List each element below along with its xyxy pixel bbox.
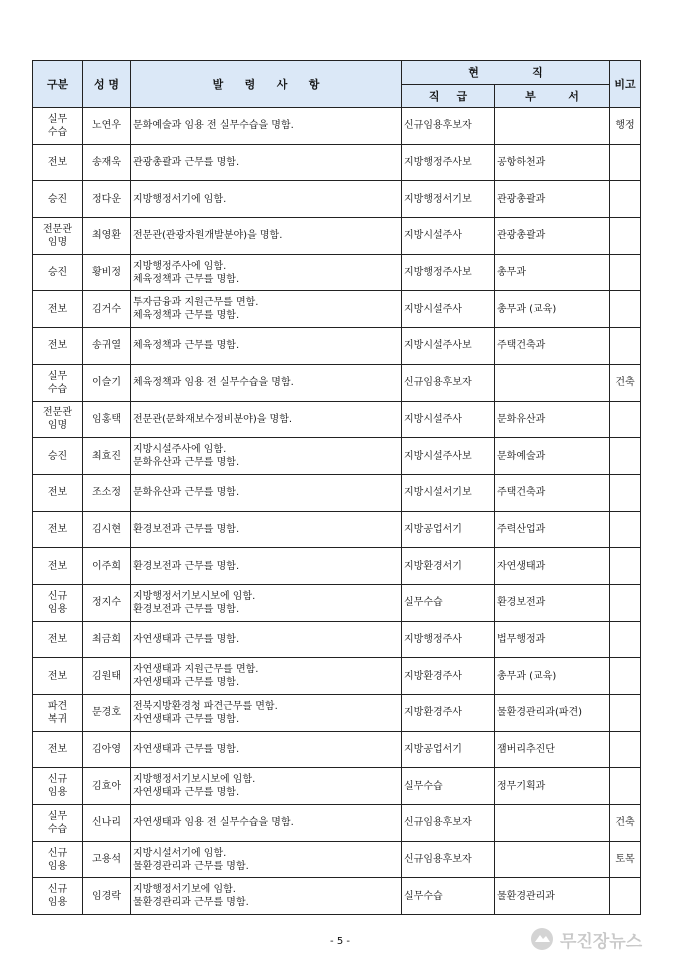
cell-name: 송재욱: [83, 144, 131, 181]
cell-type: [33, 621, 83, 658]
cell-dept: 자연생태과: [495, 548, 610, 585]
table-row: [33, 621, 641, 658]
cell-dept: 문화예술과: [495, 438, 610, 475]
cell-order-line: 지방행정서기보에 임함.: [133, 884, 236, 896]
cell-type-line: 승진: [47, 450, 68, 462]
cell-order-line: 관광총괄과 근무를 명함.: [133, 157, 240, 169]
cell-note: [610, 438, 641, 475]
table-row: [33, 584, 641, 621]
cell-rank: 지방시설주사보: [402, 328, 495, 365]
cell-dept: [495, 841, 610, 878]
cell-order-line: 자연생태과 근무를 명함.: [133, 713, 240, 725]
table-row: [33, 878, 641, 915]
cell-order: [131, 474, 402, 511]
cell-type: [33, 584, 83, 621]
cell-rank: 지방시설주사보: [402, 438, 495, 475]
watermark: [528, 922, 674, 956]
cell-name: 임홍택: [83, 401, 131, 438]
cell-type: [33, 805, 83, 842]
watermark-text: 무진장뉴스: [560, 931, 643, 952]
cell-type-line: 임명: [47, 420, 68, 432]
cell-order-line: 환경보전과 근무를 명함.: [133, 523, 240, 535]
cell-rank: 신규임용후보자: [402, 805, 495, 842]
cell-type: [33, 474, 83, 511]
cell-order: [131, 328, 402, 365]
cell-note: [610, 328, 641, 365]
cell-order: [131, 768, 402, 805]
cell-dept: 물환경관리과: [495, 878, 610, 915]
cell-dept: 관광총괄과: [495, 218, 610, 255]
cell-dept: [495, 364, 610, 401]
cell-order: [131, 841, 402, 878]
cell-type-line: 임용: [47, 787, 68, 799]
cell-rank: 지방행정서기보: [402, 181, 495, 218]
cell-note: [610, 254, 641, 291]
cell-order-line: 자연생태과 근무를 명함.: [133, 633, 240, 645]
cell-order: [131, 658, 402, 695]
news-logo-icon: [528, 927, 556, 951]
cell-type: [33, 328, 83, 365]
cell-dept: 잼버리추진단: [495, 731, 610, 768]
header-dept: 부 서: [495, 85, 610, 108]
cell-order: [131, 621, 402, 658]
cell-dept: 총무과 (교육): [495, 291, 610, 328]
cell-rank: 지방시설주사: [402, 218, 495, 255]
table-row: [33, 364, 641, 401]
cell-rank: 신규임용후보자: [402, 364, 495, 401]
cell-name: 정다운: [83, 181, 131, 218]
cell-order: [131, 364, 402, 401]
cell-dept: 총무과: [495, 254, 610, 291]
cell-dept: 문화유산과: [495, 401, 610, 438]
cell-order: [131, 584, 402, 621]
cell-name: 노연우: [83, 108, 131, 145]
cell-type: [33, 364, 83, 401]
table-row: [33, 438, 641, 475]
cell-rank: 지방행정주사보: [402, 144, 495, 181]
cell-rank: 지방환경서기: [402, 548, 495, 585]
cell-rank: 지방공업서기: [402, 511, 495, 548]
cell-type-line: 임용: [47, 897, 68, 909]
cell-order-line: 지방시설주사에 임함.: [133, 444, 227, 456]
cell-dept: 관광총괄과: [495, 181, 610, 218]
cell-type-line: 승진: [47, 193, 68, 205]
cell-note: [610, 878, 641, 915]
cell-order-line: 자연생태과 근무를 명함.: [133, 744, 240, 756]
cell-type-line: 수습: [47, 126, 68, 138]
cell-name: 이슬기: [83, 364, 131, 401]
cell-type-line: 전보: [47, 303, 68, 315]
cell-order-line: 자연생태과 근무를 명함.: [133, 677, 240, 689]
cell-name: 김거수: [83, 291, 131, 328]
cell-type: [33, 401, 83, 438]
cell-type-line: 전문관: [43, 223, 72, 235]
cell-type-line: 신규: [47, 590, 68, 602]
cell-note: [610, 584, 641, 621]
cell-type-line: 파견: [47, 700, 68, 712]
cell-order: [131, 805, 402, 842]
table-row: [33, 658, 641, 695]
cell-order-line: 지방행정서기에 임함.: [133, 193, 227, 205]
cell-note: [610, 695, 641, 732]
cell-type-line: 전보: [47, 523, 68, 535]
cell-order-line: 물환경관리과 근무를 명함.: [133, 860, 249, 872]
cell-rank: 신규임용후보자: [402, 841, 495, 878]
cell-order-line: 환경보전과 근무를 명함.: [133, 603, 240, 615]
cell-type-line: 수습: [47, 383, 68, 395]
cell-order: [131, 878, 402, 915]
cell-type-line: 전보: [47, 633, 68, 645]
cell-order-line: 문화유산과 근무를 명함.: [133, 487, 240, 499]
cell-type-line: 임명: [47, 236, 68, 248]
cell-type-line: 임용: [47, 603, 68, 615]
cell-type: [33, 181, 83, 218]
cell-type-line: 임용: [47, 860, 68, 872]
cell-note: [610, 474, 641, 511]
table-row: [33, 328, 641, 365]
page-number: - 5 -: [330, 936, 350, 947]
cell-order-line: 지방행정주사에 임함.: [133, 260, 227, 272]
table-row: [33, 144, 641, 181]
cell-note: [610, 291, 641, 328]
cell-dept: 총무과 (교육): [495, 658, 610, 695]
cell-rank: 지방시설주사: [402, 401, 495, 438]
cell-dept: 공항하천과: [495, 144, 610, 181]
cell-name: 송귀열: [83, 328, 131, 365]
cell-type-line: 실무: [47, 370, 68, 382]
cell-order-line: 전북지방환경청 파견근무를 면함.: [133, 700, 278, 712]
cell-order: [131, 401, 402, 438]
cell-type-line: 전보: [47, 157, 68, 169]
cell-type: [33, 511, 83, 548]
table-row: [33, 805, 641, 842]
cell-note: [610, 658, 641, 695]
cell-dept: 정무기획과: [495, 768, 610, 805]
header-order: 발 령 사 항: [131, 61, 402, 108]
cell-type: [33, 658, 83, 695]
cell-type-line: 신규: [47, 884, 68, 896]
cell-type: [33, 108, 83, 145]
cell-rank: 지방환경주사: [402, 695, 495, 732]
cell-name: 황비정: [83, 254, 131, 291]
cell-name: 이주희: [83, 548, 131, 585]
cell-type: [33, 144, 83, 181]
cell-dept: [495, 805, 610, 842]
cell-type: [33, 878, 83, 915]
cell-order-line: 지방행정서기보시보에 임함.: [133, 590, 256, 602]
cell-name: 신나리: [83, 805, 131, 842]
cell-type-line: 전보: [47, 560, 68, 572]
table-body: [33, 108, 641, 915]
cell-type-line: 승진: [47, 267, 68, 279]
cell-rank: 지방행정주사: [402, 621, 495, 658]
cell-note: 건축: [610, 805, 641, 842]
cell-order-line: 문화예술과 임용 전 실무수습을 명함.: [133, 120, 294, 132]
cell-note: [610, 144, 641, 181]
cell-dept: 주택건축과: [495, 474, 610, 511]
cell-name: 고용석: [83, 841, 131, 878]
cell-dept: [495, 108, 610, 145]
cell-rank: 지방환경주사: [402, 658, 495, 695]
cell-name: 김시현: [83, 511, 131, 548]
cell-name: 최금희: [83, 621, 131, 658]
cell-type: [33, 218, 83, 255]
cell-type: [33, 438, 83, 475]
cell-type-line: 신규: [47, 774, 68, 786]
table-row: [33, 731, 641, 768]
cell-note: [610, 511, 641, 548]
cell-rank: 실무수습: [402, 584, 495, 621]
cell-note: [610, 621, 641, 658]
cell-rank: 실무수습: [402, 768, 495, 805]
cell-rank: 지방시설서기보: [402, 474, 495, 511]
cell-order: [131, 438, 402, 475]
cell-order-line: 체육정책과 임용 전 실무수습을 명함.: [133, 377, 294, 389]
cell-name: 김원태: [83, 658, 131, 695]
cell-note: 행정: [610, 108, 641, 145]
table-row: [33, 218, 641, 255]
table-row: [33, 548, 641, 585]
table-row: [33, 474, 641, 511]
header-current-position: 현 직: [402, 61, 610, 85]
cell-name: 정지수: [83, 584, 131, 621]
table-row: [33, 768, 641, 805]
cell-name: 문경호: [83, 695, 131, 732]
cell-dept: 환경보전과: [495, 584, 610, 621]
cell-note: [610, 181, 641, 218]
cell-type: [33, 548, 83, 585]
cell-order: [131, 181, 402, 218]
cell-type-line: 실무: [47, 810, 68, 822]
table-row: [33, 841, 641, 878]
table-row: [33, 181, 641, 218]
cell-dept: 법무행정과: [495, 621, 610, 658]
cell-rank: 지방공업서기: [402, 731, 495, 768]
cell-type: [33, 291, 83, 328]
cell-dept: 주력산업과: [495, 511, 610, 548]
table-row: [33, 108, 641, 145]
cell-name: 김효아: [83, 768, 131, 805]
cell-name: 최효진: [83, 438, 131, 475]
cell-type-line: 수습: [47, 823, 68, 835]
cell-order-line: 문화유산과 근무를 명함.: [133, 457, 240, 469]
cell-order-line: 지방시설서기에 임함.: [133, 847, 227, 859]
cell-rank: 지방시설주사: [402, 291, 495, 328]
cell-type-line: 전보: [47, 744, 68, 756]
cell-order: [131, 108, 402, 145]
cell-type-line: 전보: [47, 670, 68, 682]
cell-order-line: 체육정책과 근무를 명함.: [133, 310, 240, 322]
cell-type: [33, 695, 83, 732]
cell-note: 토목: [610, 841, 641, 878]
header-rank: 직 급: [402, 85, 495, 108]
table-row: [33, 401, 641, 438]
cell-order: [131, 218, 402, 255]
cell-order: [131, 695, 402, 732]
cell-name: 최영환: [83, 218, 131, 255]
cell-order-line: 체육정책과 근무를 명함.: [133, 273, 240, 285]
cell-note: [610, 218, 641, 255]
cell-type: [33, 731, 83, 768]
cell-order: [131, 511, 402, 548]
cell-type-line: 실무: [47, 113, 68, 125]
cell-order: [131, 254, 402, 291]
cell-order-line: 체육정책과 근무를 명함.: [133, 340, 240, 352]
personnel-order-table: [32, 60, 641, 915]
table-row: [33, 291, 641, 328]
cell-order-line: 자연생태과 근무를 명함.: [133, 787, 240, 799]
cell-rank: 실무수습: [402, 878, 495, 915]
cell-order-line: 투자금융과 지원근무를 면함.: [133, 297, 259, 309]
cell-dept: 주택건축과: [495, 328, 610, 365]
cell-name: 임경락: [83, 878, 131, 915]
header-type: 구분: [33, 61, 83, 108]
cell-order-line: 물환경관리과 근무를 명함.: [133, 897, 249, 909]
cell-rank: 지방행정주사보: [402, 254, 495, 291]
cell-type-line: 전문관: [43, 407, 72, 419]
cell-note: [610, 731, 641, 768]
table-row: [33, 695, 641, 732]
cell-name: 김아영: [83, 731, 131, 768]
cell-order: [131, 291, 402, 328]
cell-order-line: 자연생태과 임용 전 실무수습을 명함.: [133, 817, 294, 829]
table-row: [33, 254, 641, 291]
table-header: [33, 61, 641, 108]
cell-type: [33, 841, 83, 878]
cell-order-line: 전문관(문화재보수정비분야)을 명함.: [133, 413, 293, 425]
cell-type-line: 신규: [47, 847, 68, 859]
cell-order: [131, 548, 402, 585]
cell-note: [610, 548, 641, 585]
table-row: [33, 511, 641, 548]
cell-order: [131, 144, 402, 181]
cell-type: [33, 254, 83, 291]
cell-type: [33, 768, 83, 805]
cell-order-line: 전문관(관광자원개발분야)을 명함.: [133, 230, 283, 242]
cell-type-line: 복귀: [47, 713, 68, 725]
header-note: 비고: [610, 61, 641, 108]
cell-name: 조소정: [83, 474, 131, 511]
cell-order-line: 환경보전과 근무를 명함.: [133, 560, 240, 572]
cell-order-line: 지방행정서기보시보에 임함.: [133, 774, 256, 786]
cell-dept: 물환경관리과(파견): [495, 695, 610, 732]
cell-note: [610, 401, 641, 438]
cell-order: [131, 731, 402, 768]
cell-rank: 신규임용후보자: [402, 108, 495, 145]
cell-type-line: 전보: [47, 487, 68, 499]
cell-order-line: 자연생태과 지원근무를 면함.: [133, 664, 259, 676]
cell-note: [610, 768, 641, 805]
cell-note: 건축: [610, 364, 641, 401]
header-name: 성 명: [83, 61, 131, 108]
cell-type-line: 전보: [47, 340, 68, 352]
